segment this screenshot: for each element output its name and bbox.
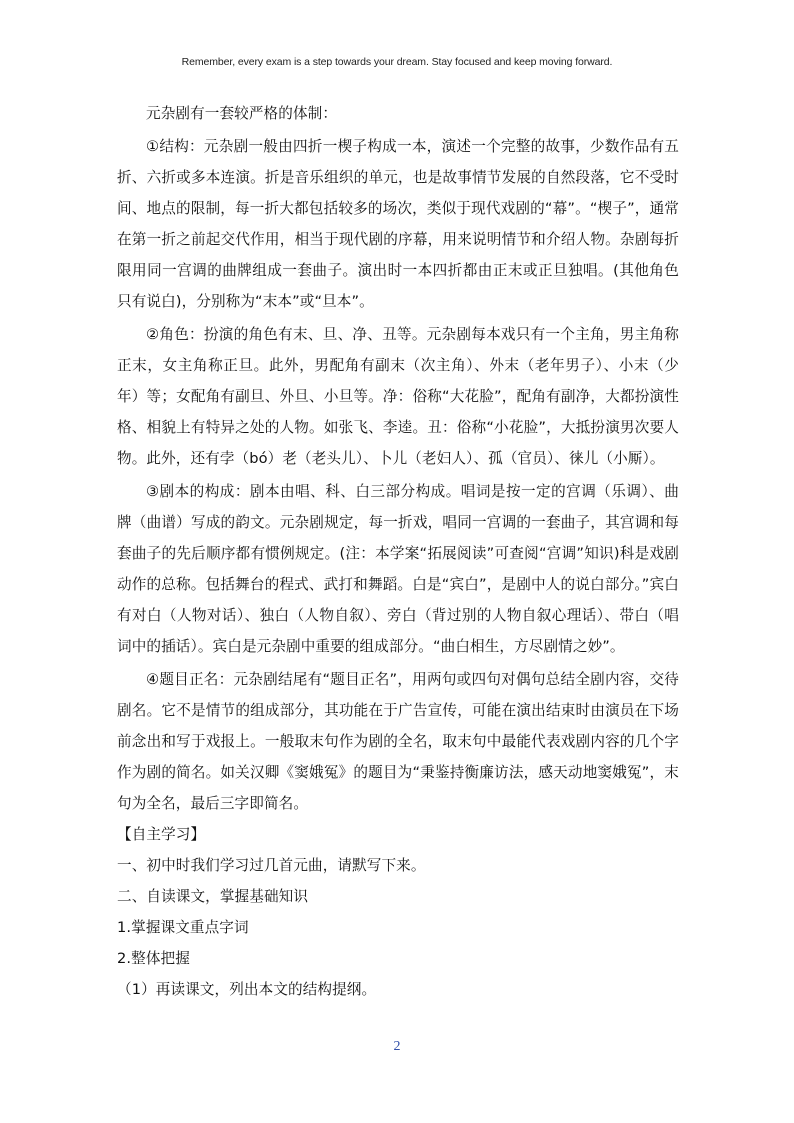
structure-paragraph: ①结构：元杂剧一般由四折一楔子构成一本，演述一个完整的故事，少数作品有五折、六折或多本连演。折是音乐组织的单元，也是故事情节发展的自然段落，它不受时间、地点的限制，每一折大都包括较多的场次，类似于现代戏剧的“幕”。“楔子”，通常在第一折之前起交代作用，相当于现代剧的序幕，用来说明情节和介绍人物。杂剧每折限用同一宫调的曲牌组成一套曲子。演出时一本四折都由正末或正旦独唱。(其他角色只有说白)，分别称为“末本”或“旦本”。 bbox=[117, 138, 679, 310]
question-2-item-2: 2.整体把握 bbox=[117, 950, 190, 967]
title-paragraph: ④题目正名：元杂剧结尾有“题目正名”，用两句或四句对偶句总结全剧内容，交待剧名。它不是情节的组成部分，其功能在于广告宣传，可能在演出结束时由演员在下场前念出和写于戏报上。一般取末句作为剧的全名，取末句中最能代表戏剧内容的几个字作为剧的简名。如关汉卿《窦娥冤》的题目为“秉鉴持衡廉访法，感天动地窦娥冤”，末句为全名，最后三字即简名。 bbox=[117, 671, 679, 812]
question-2-item-2-sub-1: （1）再读课文，列出本文的结构提纲。 bbox=[117, 981, 377, 998]
self-study-heading: 【自主学习】 bbox=[117, 826, 206, 843]
page-header-motto: Remember, every exam is a step towards your dream. Stay focused and keep moving forward. bbox=[181, 56, 613, 68]
document-body bbox=[117, 98, 679, 1005]
question-1: 一、初中时我们学习过几首元曲，请默写下来。 bbox=[117, 857, 426, 874]
script-paragraph: ③剧本的构成：剧本由唱、科、白三部分构成。唱词是按一定的宫调（乐调）、曲牌（曲谱）写成的韵文。元杂剧规定，每一折戏，唱同一宫调的一套曲子，其宫调和每套曲子的先后顺序都有惯例规定。(注：本学案“拓展阅读”可查阅“宫调”知识)科是戏剧动作的总称。包括舞台的程式、武打和舞蹈。白是“宾白”，是剧中人的说白部分。”宾白有对白（人物对话）、独白（人物自叙）、旁白（背过别的人物自叙心理话）、带白（唱词中的插话）。宾白是元杂剧中重要的组成部分。“曲白相生，方尽剧情之妙”。 bbox=[117, 483, 679, 655]
question-2-item-1: 1.掌握课文重点字词 bbox=[117, 919, 249, 936]
question-2: 二、自读课文，掌握基础知识 bbox=[117, 888, 309, 905]
roles-paragraph: ②角色：扮演的角色有末、旦、净、丑等。元杂剧每本戏只有一个主角，男主角称正末，女主角称正旦。此外，男配角有副末（次主角）、外末（老年男子）、小末（少年）等；女配角有副旦、外旦、小旦等。净：俗称“大花脸”，配角有副净，大都扮演性格、相貌上有特异之处的人物。如张飞、李逵。丑：俗称“小花脸”，大抵扮演男次要人物。此外，还有孛（bó）老（老头儿）、卜儿（老妇人）、孤（官员）、徕儿（小厮）。 bbox=[117, 326, 679, 467]
intro-paragraph: 元杂剧有一套较严格的体制： bbox=[146, 105, 338, 122]
page-number: 2 bbox=[393, 1039, 401, 1054]
